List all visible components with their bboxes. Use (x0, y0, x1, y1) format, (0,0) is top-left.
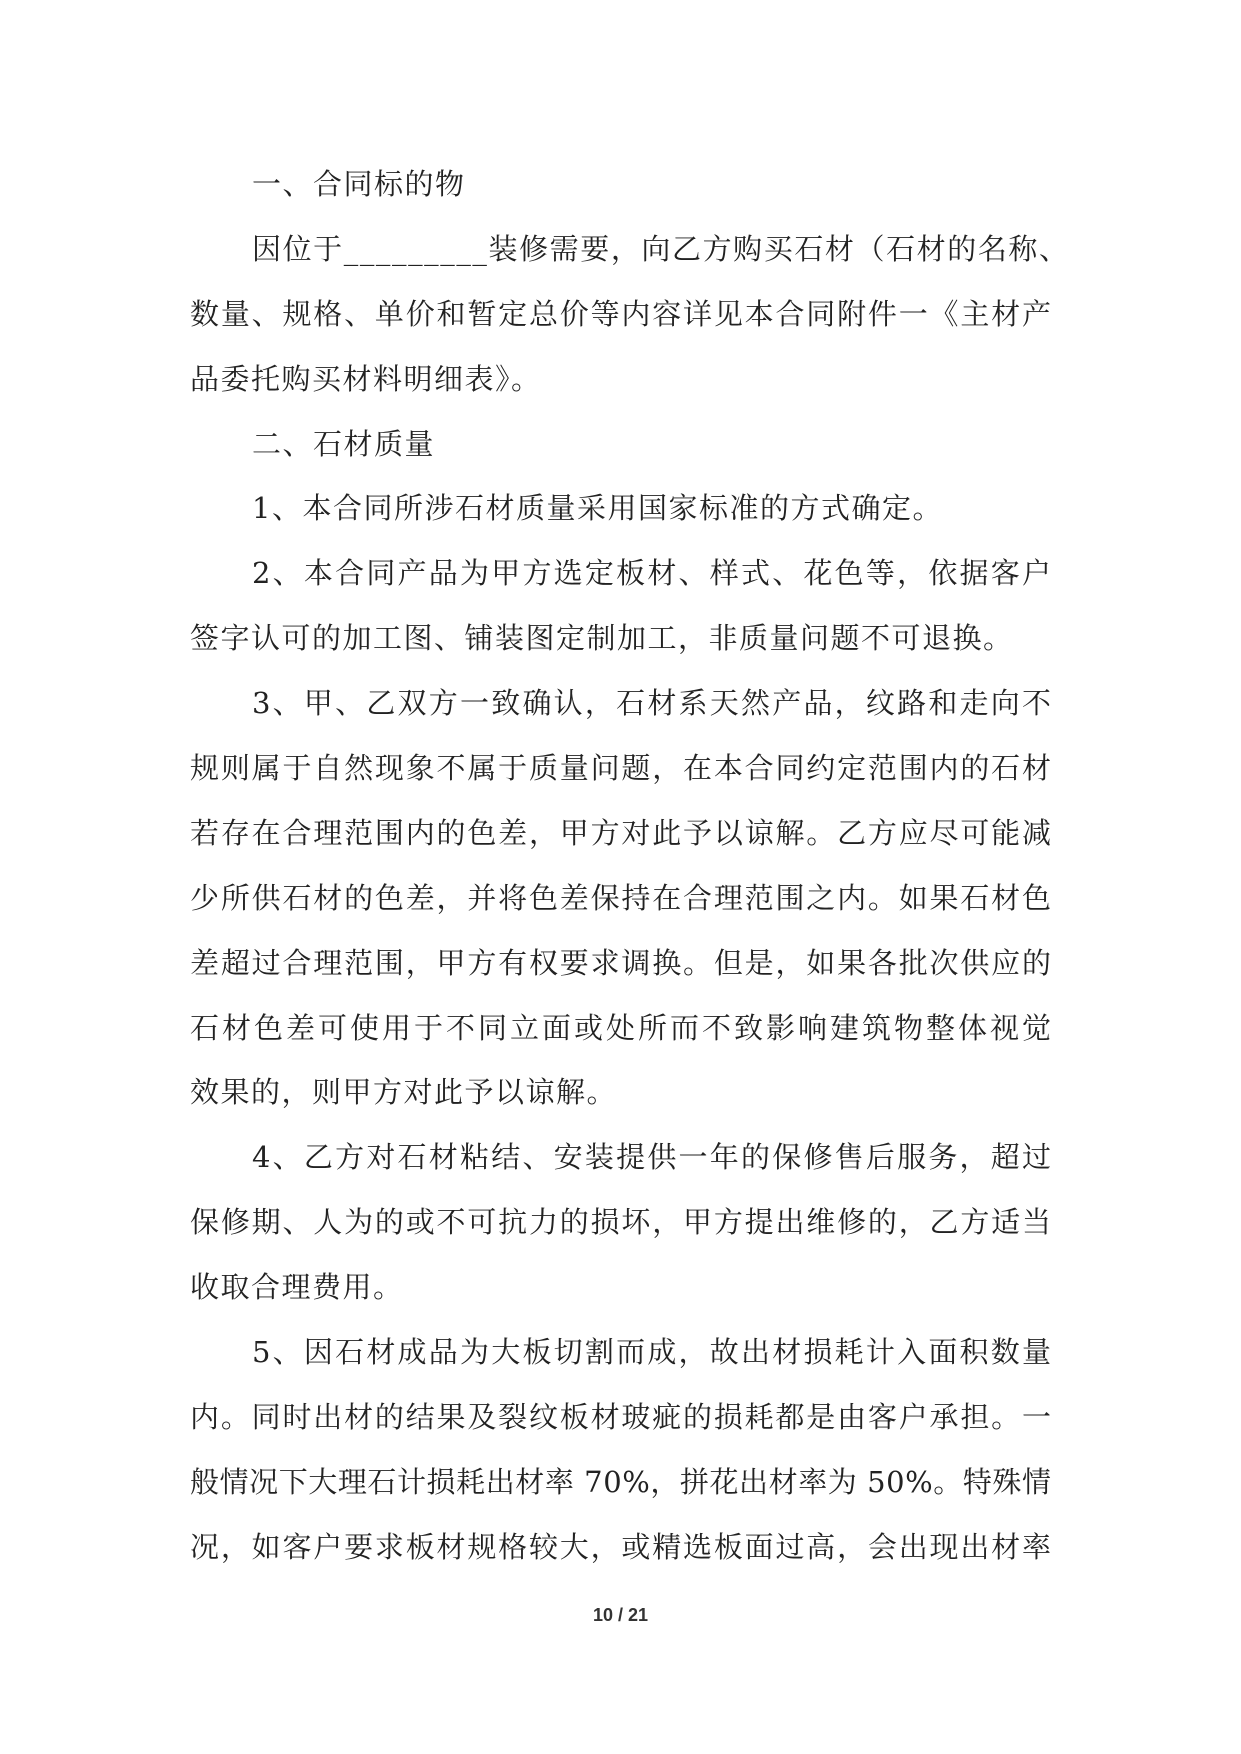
paragraph-line: 若存在合理范围内的色差，甲方对此予以谅解。乙方应尽可能减 (190, 815, 1053, 850)
paragraph-line: 签字认可的加工图、铺装图定制加工，非质量问题不可退换。 (190, 621, 1014, 656)
clause-5 (190, 1320, 1054, 1580)
paragraph-line: 效果的，则甲方对此予以谅解。 (190, 1075, 618, 1110)
paragraph-line: 5、因石材成品为大板切割而成，故出材损耗计入面积数量 (252, 1335, 1054, 1370)
contract-body (190, 152, 1070, 1580)
paragraph-line: 规则属于自然现象不属于质量问题，在本合同约定范围内的石材 (190, 751, 1053, 786)
paragraph-line: 保修期、人为的或不可抗力的损坏，甲方提出维修的，乙方适当 (190, 1205, 1053, 1240)
paragraph-line: 3、甲、乙双方一致确认，石材系天然产品，纹路和走向不 (252, 686, 1054, 721)
paragraph-line: 石材色差可使用于不同立面或处所而不致影响建筑物整体视觉 (190, 1010, 1054, 1045)
paragraph-line: 2、本合同产品为甲方选定板材、样式、花色等，依据客户 (252, 556, 1054, 591)
paragraph-line: 况，如客户要求板材规格较大，或精选板面过高，会出现出材率 (190, 1529, 1053, 1564)
clause-4 (190, 1125, 1054, 1320)
paragraph-line: 4、乙方对石材粘结、安装提供一年的保修售后服务，超过 (252, 1140, 1054, 1175)
clause-subject-matter (190, 217, 1070, 412)
section-heading: 一、合同标的物 (252, 167, 466, 201)
page-number: 10 / 21 (592, 1605, 649, 1625)
paragraph-line: 数量、规格、单价和暂定总价等内容详见本合同附件一《主材产 (190, 296, 1053, 331)
clause-1 (190, 476, 1051, 541)
paragraph-line: 品委托购买材料明细表》。 (190, 361, 542, 396)
section-heading: 二、石材质量 (252, 426, 436, 461)
clause-2 (190, 541, 1054, 671)
paragraph-line: 般情况下大理石计损耗出材率 70%，拼花出材率为 50%。特殊情 (190, 1464, 1052, 1499)
paragraph-line: 1、本合同所涉石材质量采用国家标准的方式确定。 (252, 491, 943, 526)
paragraph-line: 差超过合理范围，甲方有权要求调换。但是，如果各批次供应的 (190, 945, 1053, 980)
clause-3 (190, 671, 1054, 1125)
paragraph-line: 因位于_________装修需要，向乙方购买石材（石材的名称、 (252, 231, 1070, 266)
paragraph-line: 收取合理费用。 (190, 1270, 404, 1305)
paragraph-line: 少所供石材的色差，并将色差保持在合理范围之内。如果石材色 (190, 880, 1053, 915)
paragraph-line: 内。同时出材的结果及裂纹板材玻疵的损耗都是由客户承担。一 (190, 1399, 1053, 1434)
